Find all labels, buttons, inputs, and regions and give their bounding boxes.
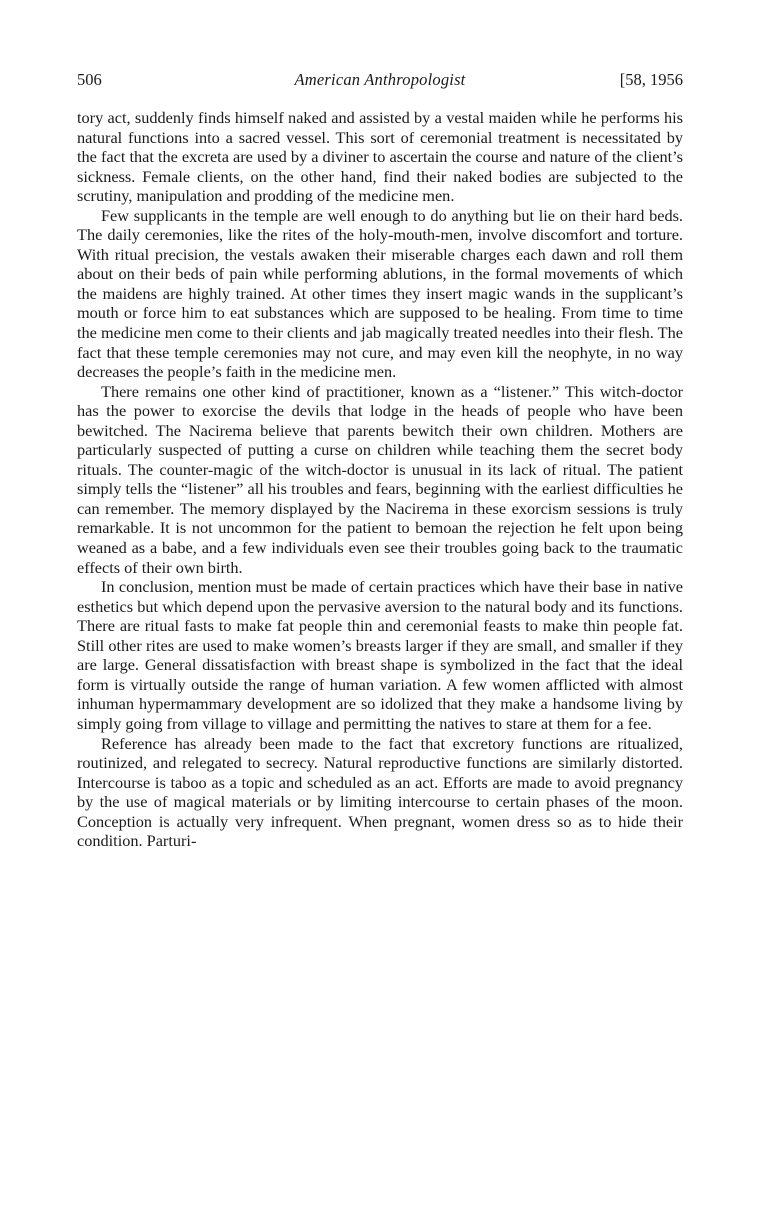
paragraph-conclusion: In conclusion, mention must be made of certain practices which have their base in native esthetics but which depend upon the pervasive aversion to the natural body and its functions. There are ritual fasts to make fat people thin and ceremonial feasts to make thin people fat. Still other rites are used to make women’s breasts larger if they are small, and smaller if they are large. General dissatisfaction with breast shape is symbolized in the fact that the ideal form is virtually outside the range of human variation. A few women afflicted with almost inhuman hypermammary development are so idolized that they make a handsome living by simply going from village to village and permitting the natives to stare at them for a fee. (77, 577, 683, 733)
article-body (77, 108, 683, 851)
volume-year: [58, 1956 (619, 70, 683, 89)
paragraph-temple-ceremonies: Few supplicants in the temple are well enough to do anything but lie on their hard beds. The daily ceremonies, like the rites of the holy-mouth-men, involve discomfort and torture. With ritual precision, the vestals awaken their miserable charges each dawn and roll them about on their beds of pain while performing ablutions, in the formal movements of which the maidens are highly trained. At other times they insert magic wands in the supplicant’s mouth or force him to eat substances which are supposed to be healing. From time to time the medicine men come to their clients and jab magically treated needles into their flesh. The fact that these temple ceremonies may not cure, and may even kill the neophyte, in no way decreases the people’s faith in the medicine men. (77, 205, 683, 382)
journal-page (77, 70, 683, 851)
page-number: 506 (77, 70, 102, 89)
paragraph-reproduction: Reference has already been made to the fact that excretory functions are ritualized, routinized, and relegated to secrecy. Natural reproductive functions are similarly distorted. Intercourse is taboo as a topic and scheduled as an act. Efforts are made to avoid pregnancy by the use of magical materials or by limiting intercourse to certain phases of the moon. Conception is actually very infrequent. When pregnant, women dress so as to hide their condition. Parturi- (77, 733, 683, 851)
paragraph-continued: tory act, suddenly finds himself naked and assisted by a vestal maiden while he performs his natural functions into a sacred vessel. This sort of ceremonial treatment is necessitated by the fact that the excreta are used by a diviner to ascertain the course and nature of the client’s sickness. Female clients, on the other hand, find their naked bodies are subjected to the scrutiny, manipulation and prodding of the medicine men. (77, 108, 683, 206)
running-head (77, 70, 683, 94)
journal-title: American Anthropologist (294, 70, 466, 89)
paragraph-listener: There remains one other kind of practitioner, known as a “listener.” This witch-doctor has the power to exorcise the devils that lodge in the heads of people who have been bewitched. The Nacirema believe that parents bewitch their own children. Mothers are particularly suspected of putting a curse on children while teaching them the secret body rituals. The counter-magic of the witch-doctor is unusual in its lack of ritual. The patient simply tells the “listener” all his troubles and fears, beginning with the earliest difficulties he can remember. The memory displayed by the Nacirema in these exorcism sessions is truly remarkable. It is not uncommon for the patient to bemoan the rejection he felt upon being weaned as a babe, and a few individuals even see their troubles going back to the traumatic effects of their own birth. (77, 381, 683, 577)
